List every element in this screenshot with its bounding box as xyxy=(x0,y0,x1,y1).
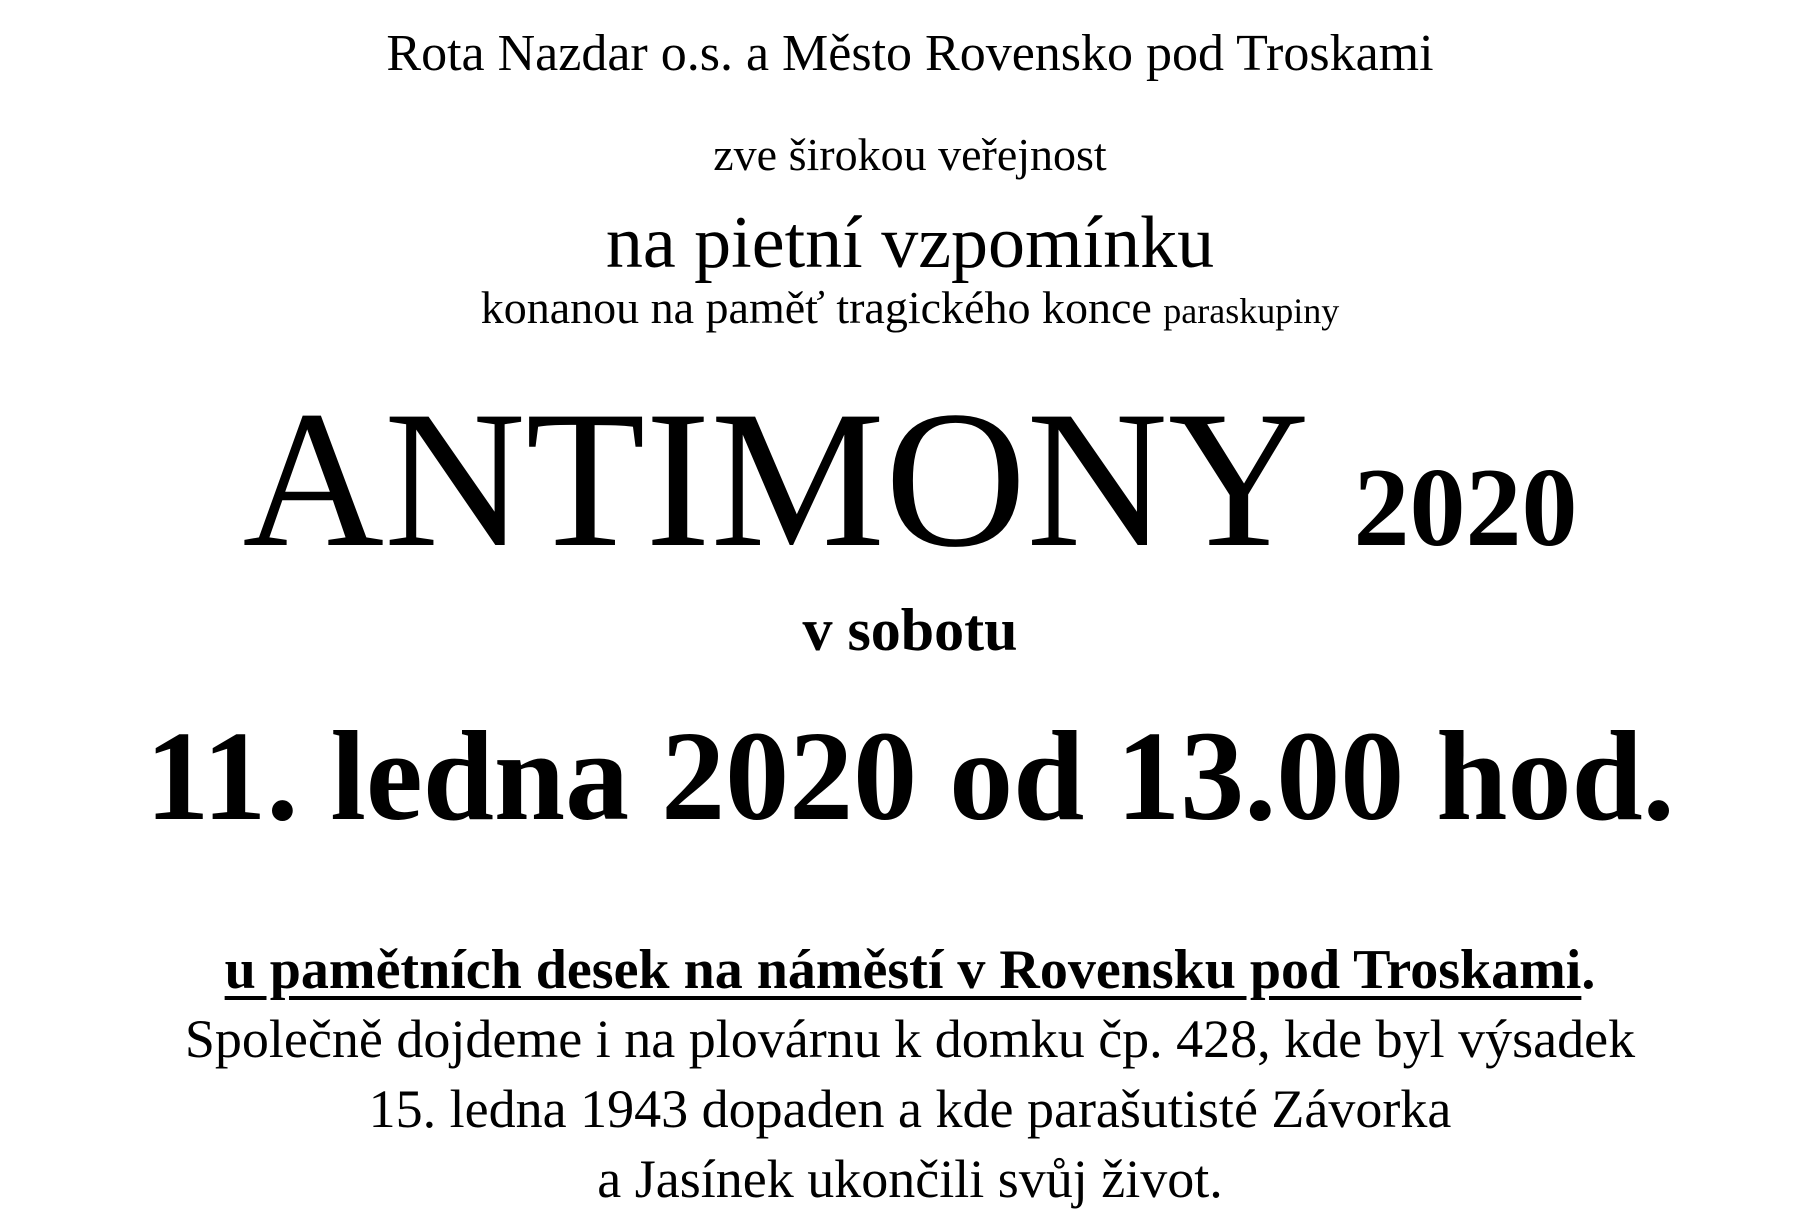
event-line: na pietní vzpomínku xyxy=(605,202,1215,284)
body-text-line-2: 15. ledna 1943 dopaden a kde parašutisté Závorka xyxy=(368,1079,1452,1139)
body-text-line-1: Společně dojdeme i na plovárnu k domku čp. 428, kde byl výsadek xyxy=(184,1009,1636,1069)
place-underlined-text: u pamětních desek na náměstí v Rovensku pod Troskami xyxy=(224,939,1582,1001)
place-punct: . xyxy=(1581,939,1596,1001)
body-text-line-3: a Jasínek ukončili svůj život. xyxy=(597,1149,1223,1209)
title-text: ANTIMONY xyxy=(242,371,1310,588)
organizers-line: Rota Nazdar o.s. a Město Rovensko pod Troskami xyxy=(386,25,1434,82)
invite-line: zve širokou veřejnost xyxy=(713,129,1107,180)
date-time-line: 11. ledna 2020 od 13.00 hod. xyxy=(145,705,1675,847)
purpose-line xyxy=(0,282,1820,333)
title-year: 2020 xyxy=(1353,446,1578,570)
event-title xyxy=(0,371,1820,588)
day-line: v sobotu xyxy=(802,597,1018,663)
purpose-main-text: konanou na paměť tragického konce xyxy=(480,282,1152,333)
place-line xyxy=(0,939,1820,1001)
purpose-small-text: paraskupiny xyxy=(1163,291,1340,331)
